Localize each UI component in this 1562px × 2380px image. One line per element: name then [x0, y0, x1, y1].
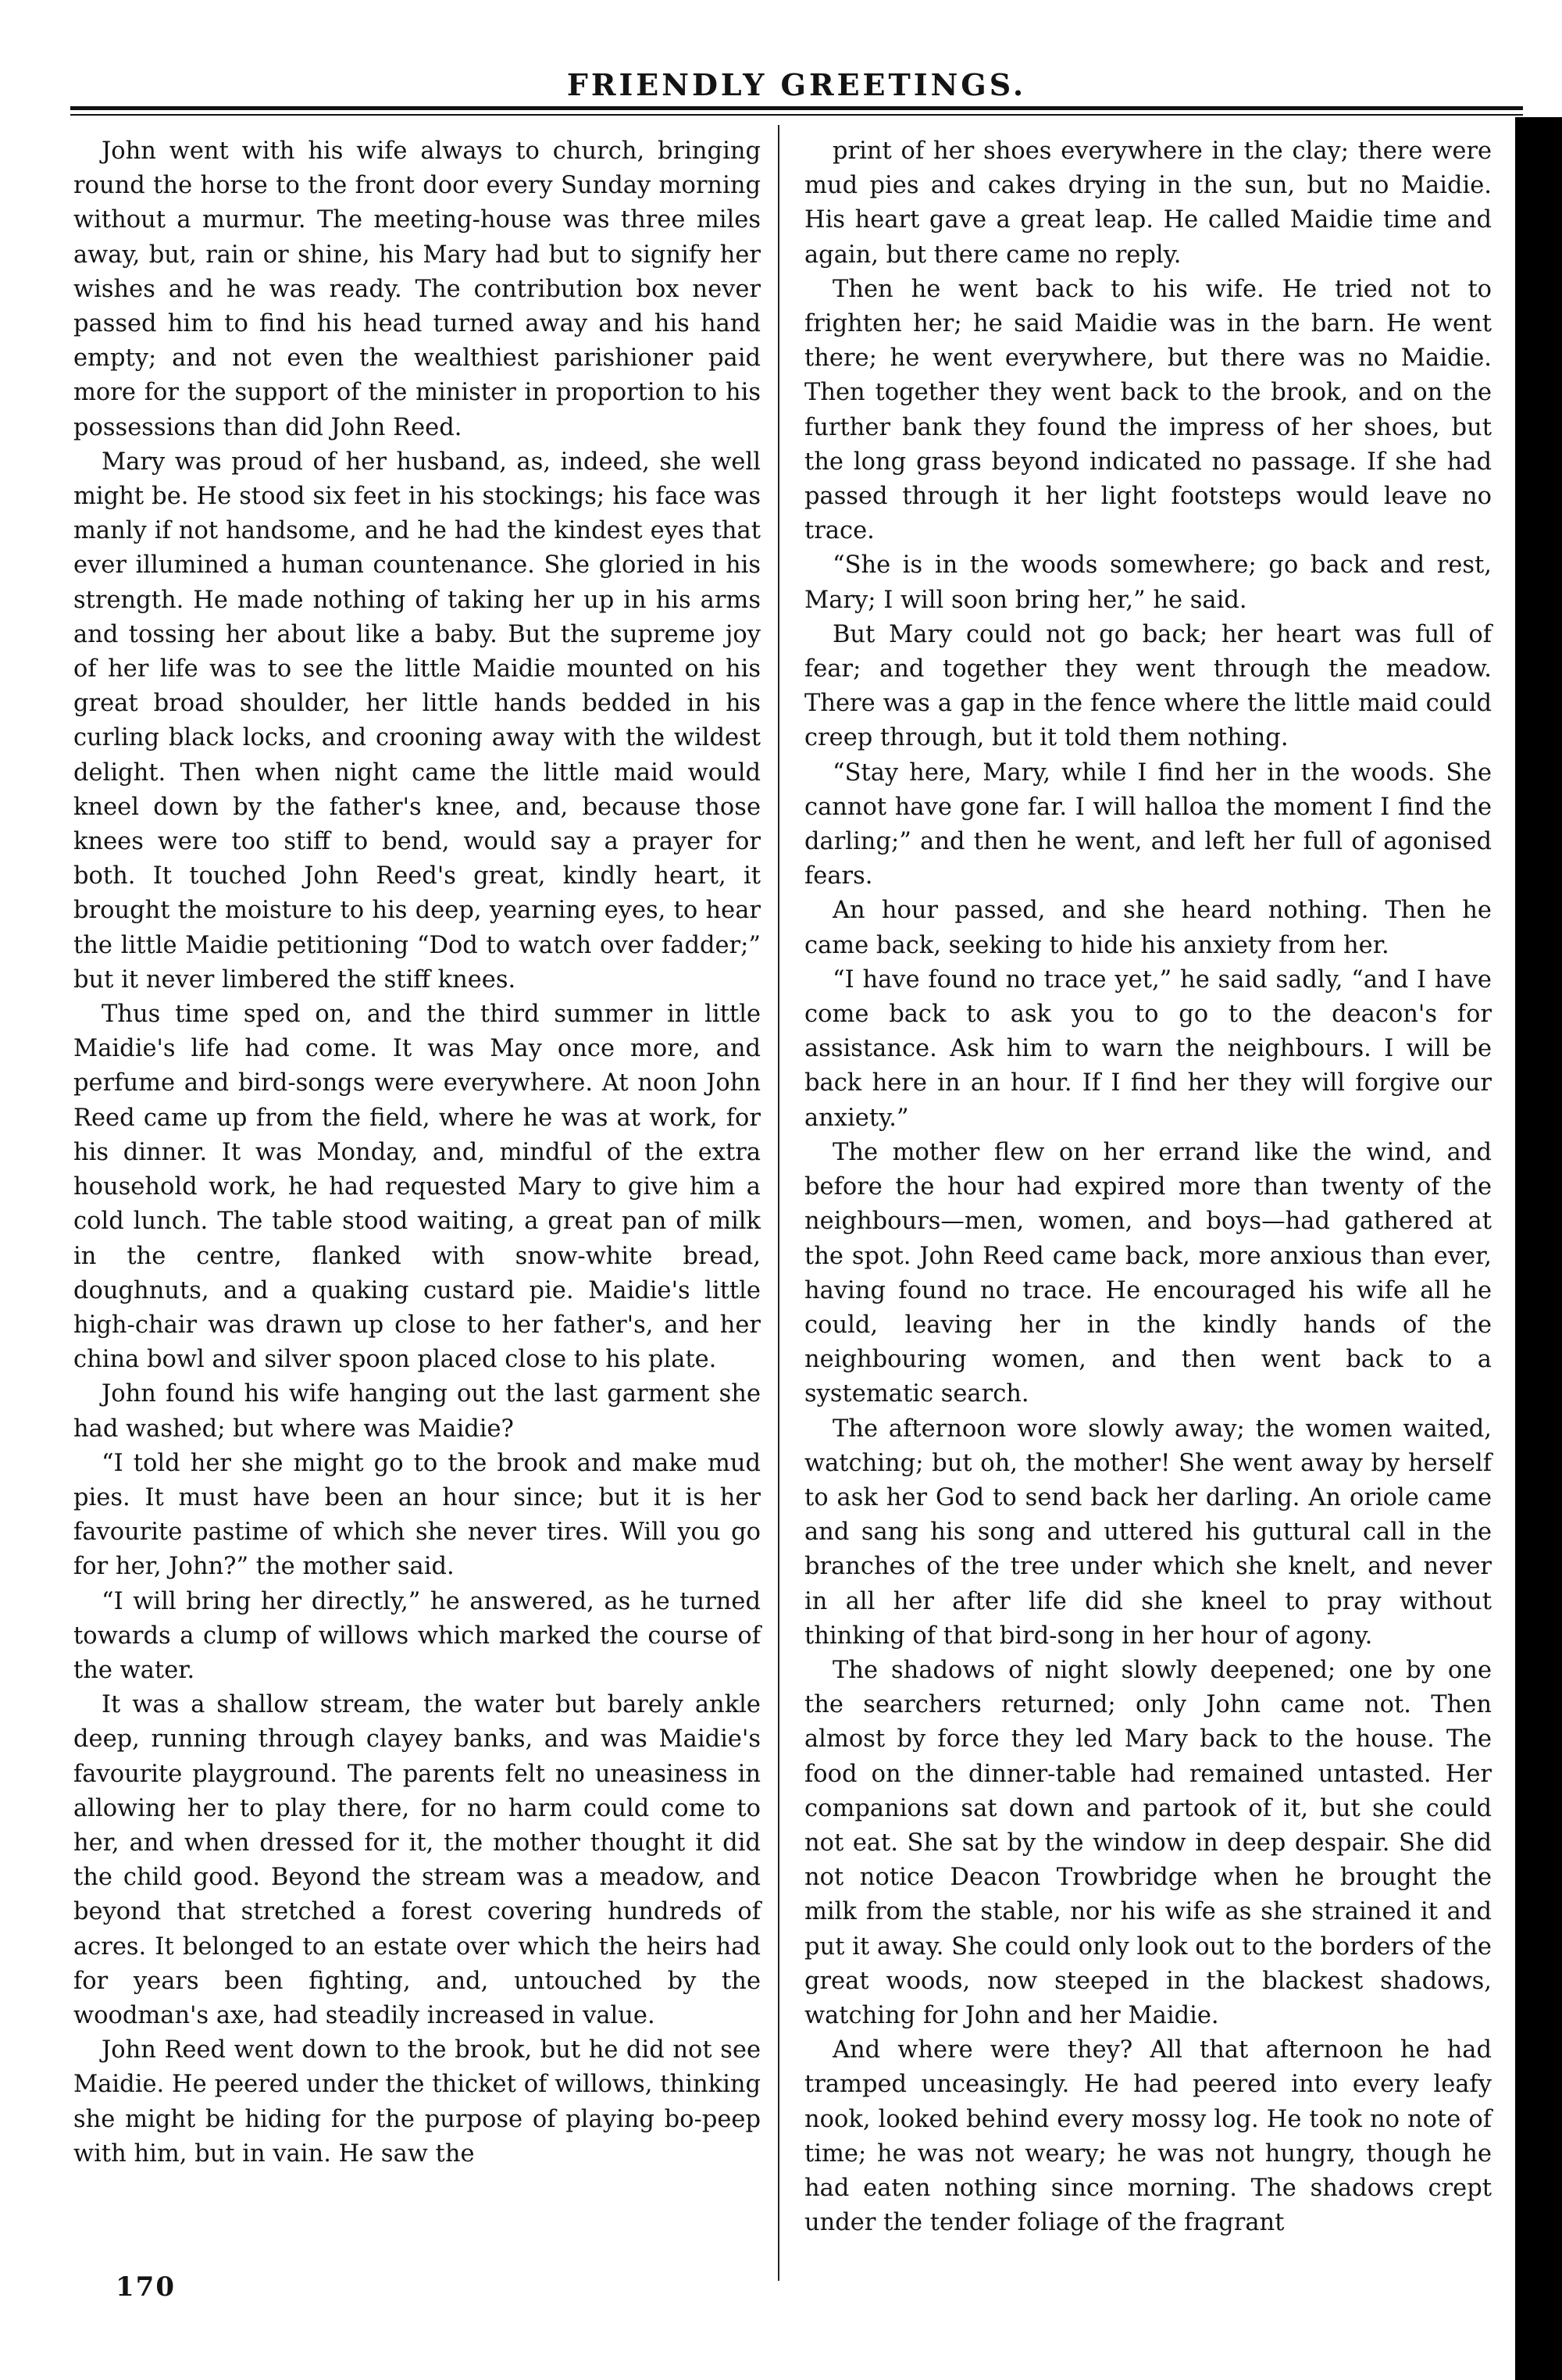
scan-edge-shadow: [1515, 117, 1562, 2380]
paragraph: Thus time sped on, and the third summer in little Maidie's life had come. It was May once more, and perfume and bird-songs were everywhere. At noon John Reed came up from the field, where he was at work, for his dinner. It was Monday, and, mindful of the extra household work, he had requested Mary to give him a cold lunch. The table stood waiting, a great pan of milk in the centre, flanked with snow-white bread, doughnuts, and a quaking custard pie. Maidie's little high-chair was drawn up close to her father's, and her china bowl and silver spoon placed close to his plate.: [73, 1001, 761, 1374]
left-column: [73, 134, 761, 2171]
header-rule-thick: [70, 106, 1523, 110]
paragraph: “Stay here, Mary, while I find her in the woods. She cannot have gone far. I will halloa the moment I find the darling;” and then he went, and left her full of agonised fears.: [804, 758, 1492, 890]
paragraph: And where were they? All that afternoon he had tramped unceasingly. He had peered into every leafy nook, looked behind every mossy log. He took no note of time; he was not weary; he was not hungry, though he had eaten nothing since morning. The shadows crept under the tender foliage of the fragrant: [804, 2036, 1492, 2237]
header-rule-thin: [70, 114, 1523, 116]
page-number: 170: [116, 2271, 176, 2303]
paragraph: John Reed went down to the brook, but he did not see Maidie. He peered under the thicket of willows, thinking she might be hiding for the purpose of playing bo-peep with him, but in vain. He saw the: [73, 2036, 761, 2168]
paragraph: The shadows of night slowly deepened; one by one the searchers returned; only John came not. Then almost by force they led Mary back to the house. The food on the dinner-table had remained untasted. Her companions sat down and partook of it, but she could not eat. She sat by the window in deep despair. She did not notice Deacon Trowbridge when he brought the milk from the stable, nor his wife as she strained it and put it away. She could only look out to the borders of the great woods, now steeped in the blackest shadows, watching for John and her Maidie.: [804, 1656, 1492, 2029]
paragraph: The afternoon wore slowly away; the women waited, watching; but oh, the mother! She went away by herself to ask her God to send back her darling. An oriole came and sang his song and uttered his guttural call in the branches of the tree under which she knelt, and never in all her after life did she kneel to pray without thinking of that bird-song in her hour of agony.: [804, 1415, 1492, 1650]
paragraph: “I told her she might go to the brook and make mud pies. It must have been an hour since; but it is her favourite pastime of which she never tires. Will you go for her, John?” the mother said.: [73, 1449, 761, 1581]
paragraph: John found his wife hanging out the last garment she had washed; but where was Maidie?: [73, 1380, 761, 1443]
paragraph: print of her shoes everywhere in the clay; there were mud pies and cakes drying in the sun, but no Maidie. His heart gave a great leap. He called Maidie time and again, but there came no reply.: [804, 137, 1492, 269]
running-head-title: FRIENDLY GREETINGS.: [566, 67, 1027, 102]
paragraph: “I have found no trace yet,” he said sadly, “and I have come back to ask you to go to the deacon's for assistance. Ask him to warn the neighbours. I will be back here in an hour. If I find her they will forgive our anxiety.”: [804, 965, 1492, 1132]
paragraph: John went with his wife always to church, bringing round the horse to the front door every Sunday morning without a murmur. The meeting-house was three miles away, but, rain or shine, his Mary had but to signify her wishes and he was ready. The contribution box never passed him to find his head turned away and his hand empty; and not even the wealthiest parishioner paid more for the support of the minister in proportion to his possessions than did John Reed.: [73, 137, 761, 441]
paragraph: “She is in the woods somewhere; go back and rest, Mary; I will soon bring her,” he said.: [804, 551, 1492, 614]
paragraph: “I will bring her directly,” he answered, as he turned towards a clump of willows which marked the course of the water.: [73, 1587, 761, 1684]
paragraph: It was a shallow stream, the water but barely ankle deep, running through clayey banks, and was Maidie's favourite playground. The parents felt no uneasiness in allowing her to play there, for no harm could come to her, and when dressed for it, the mother thought it did the child good. Beyond the stream was a meadow, and beyond that stretched a forest covering hundreds of acres. It belonged to an estate over which the heirs had for years been fighting, and, untouched by the woodman's axe, had steadily increased in value.: [73, 1691, 761, 2029]
paragraph: Mary was proud of her husband, as, indeed, she well might be. He stood six feet in his stockings; his face was manly if not handsome, and he had the kindest eyes that ever illumined a human countenance. She gloried in his strength. He made nothing of taking her up in his arms and tossing her about like a baby. But the supreme joy of her life was to see the little Maidie mounted on his great broad shoulder, her little hands bedded in his curling black locks, and crooning away with the wildest delight. Then when night came the little maid would kneel down by the father's knee, and, because those knees were too stiff to bend, would say a prayer for both. It touched John Reed's great, kindly heart, it brought the moisture to his deep, yearning eyes, to hear the little Maidie petitioning “Dod to watch over fadder;” but it never limbered the stiff knees.: [73, 448, 761, 994]
paragraph: An hour passed, and she heard nothing. Then he came back, seeking to hide his anxiety from her.: [804, 897, 1492, 959]
paragraph: The mother flew on her errand like the wind, and before the hour had expired more than twenty of the neighbours—men, women, and boys—had gathered at the spot. John Reed came back, more anxious than ever, having found no trace. He encouraged his wife all he could, leaving her in the kindly hands of the neighbouring women, and then went back to a systematic search.: [804, 1138, 1492, 1408]
column-divider: [778, 125, 779, 2281]
paragraph: But Mary could not go back; her heart was full of fear; and together they went through the meadow. There was a gap in the fence where the little maid could creep through, but it told them nothing.: [804, 620, 1492, 752]
paragraph: Then he went back to his wife. He tried not to frighten her; he said Maidie was in the barn. He went there; he went everywhere, but there was no Maidie. Then together they went back to the brook, and on the further bank they found the impress of her shoes, but the long grass beyond indicated no passage. If she had passed through it her light footsteps would leave no trace.: [804, 275, 1492, 545]
right-column: [804, 134, 1492, 2240]
